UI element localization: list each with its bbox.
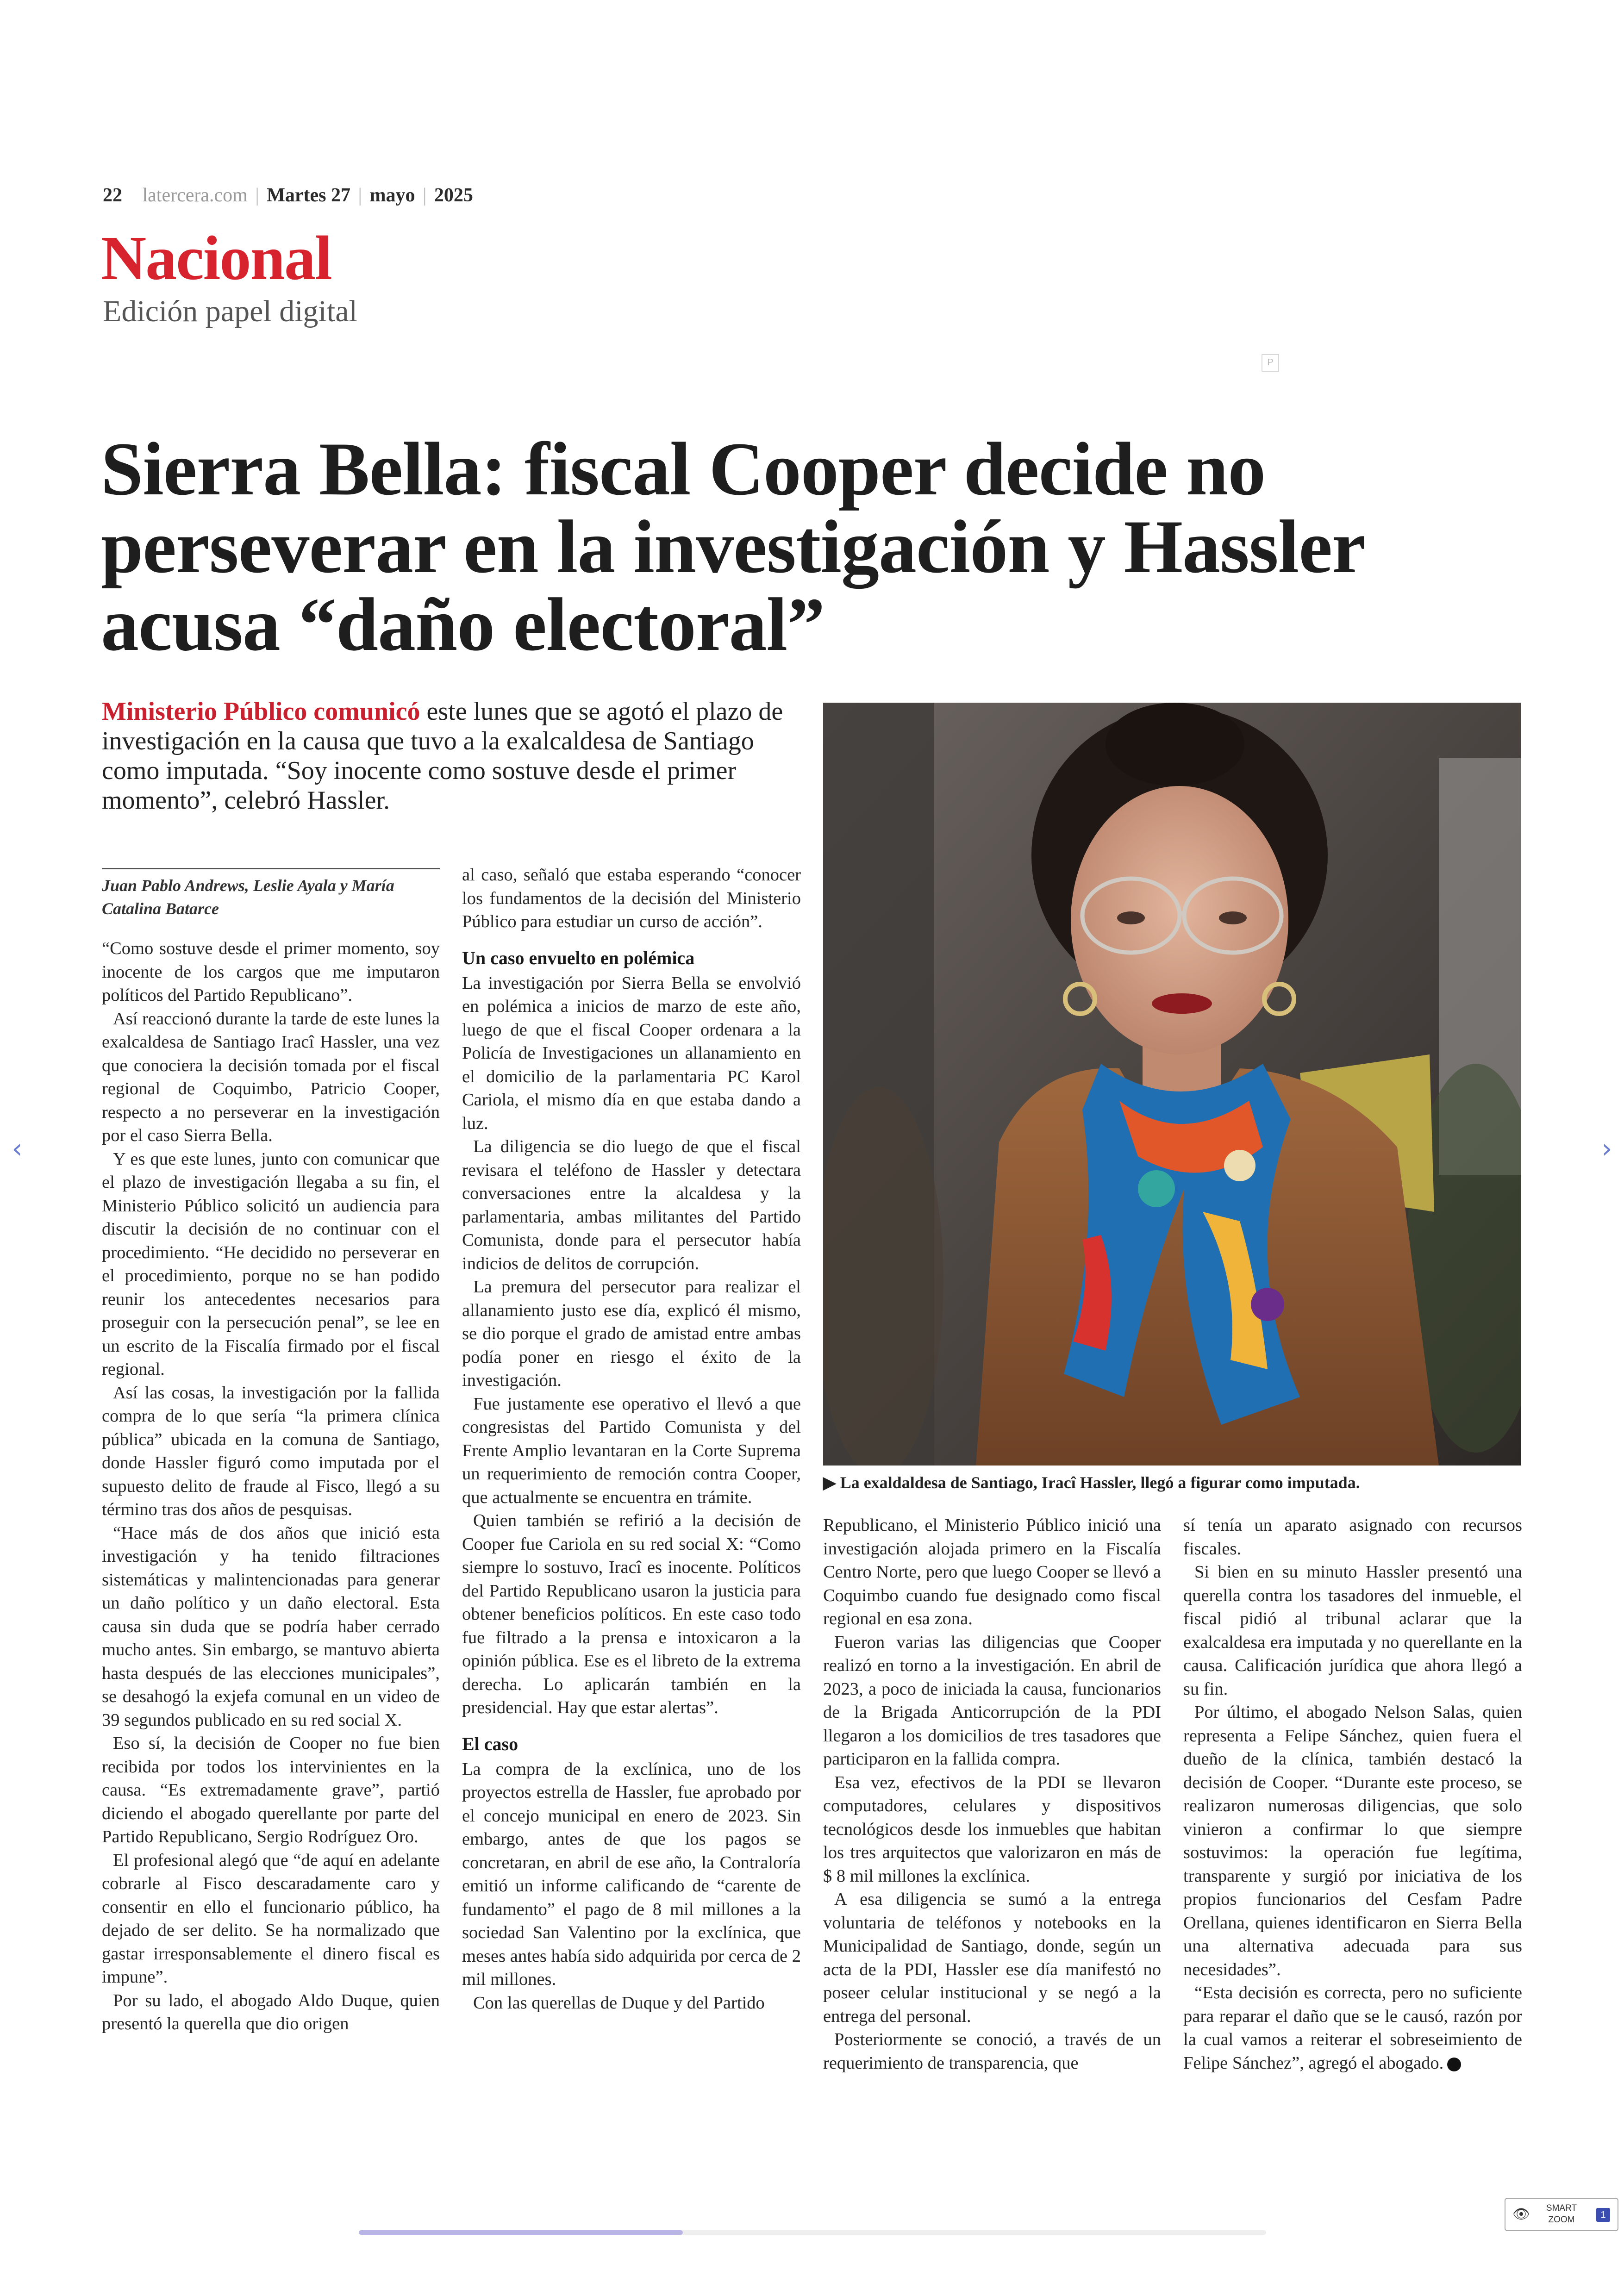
paragraph: “Hace más de dos años que inició esta investigación y ha tenido filtraciones sistemáticas y malintencionadas para generar un daño político y un daño electoral. Esta causa sin duda que se podría haber cerrado mucho antes. Sin embargo, se mantuvo abierta hasta después de las elecciones municipales”, se desahogó la exjefa comunal en un video de 39 segundos publicado en su red social X. <box>102 1523 440 1730</box>
paragraph: La diligencia se dio luego de que el fiscal revisara el teléfono de Hassler y detectara conversaciones entre la alcaldesa y la parlamentaria, ambas militantes del Partido Comunista, donde para el persecutor había indicios de delitos de corrupción. <box>462 1137 801 1273</box>
smart-zoom-label-line1: SMART <box>1546 2203 1577 2213</box>
paragraph: Fue justamente ese operativo el llevó a que congresistas del Partido Comunista y del Frente Amplio levantaran en la Corte Suprema un requerimiento de remoción contra Cooper, que actualmente se encuentra en trámite. <box>462 1394 801 1507</box>
paragraph: A esa diligencia se sumó a la entrega voluntaria de teléfonos y notebooks en la Municipalidad de Santiago, donde, según un acta de la PDI, Hassler ese día manifestó no poseer celular institucional y se negó a la entrega del personal. <box>823 1890 1161 2026</box>
paragraph: La compra de la exclínica, uno de los proyectos estrella de Hassler, fue aprobado por el concejo municipal en enero de 2023. Sin embargo, antes de que los pagos se concretaran, en abril de ese año, la Contraloría emitió un informe calificando de “carente de fundamento” el pago de 8 mil millones a la sociedad San Valentino por la exclínica, que meses antes había sido adquirida por cerca de 2 mil millones. <box>462 1759 801 1989</box>
paragraph: Por su lado, el abogado Aldo Duque, quien presentó la querella que dio origen <box>102 1990 440 2033</box>
page-number: 22 <box>103 185 122 206</box>
lede-lead: Ministerio Público comunicó <box>102 697 420 726</box>
byline: Juan Pablo Andrews, Leslie Ayala y María Catalina Batarce <box>102 868 440 920</box>
folio-month: mayo <box>369 185 415 206</box>
photo-caption-text: La exaldaldesa de Santiago, Iracî Hassler, llegó a figurar como imputada. <box>840 1473 1360 1492</box>
paragraph: Y es que este lunes, junto con comunicar que el plazo de investigación llegaba a su fin, el Ministerio Público solicitó un audiencia para discutir la decisión de no continuar con el procedimiento. “He decidido no perseverar en el procedimiento, porque no se han podido reunir los antecedentes necesarios para proseguir con la persecución penal”, se lee en un escrito de la Fiscalía firmado por el fiscal regional. <box>102 1149 440 1379</box>
folio-line: 22 latercera.com | Martes 27 | mayo | 2025 <box>103 185 473 206</box>
folio-year: 2025 <box>434 185 473 206</box>
page-scrollbar-thumb[interactable] <box>359 2230 683 2235</box>
edition-label: Edición papel digital <box>103 294 357 328</box>
lede-text: este lunes que se agotó el plazo de investigación en la causa que tuvo a la exalcaldesa de Santiago como imputada. “Soy inocente como sostuve desde el primer momento”, celebró Hassler. <box>102 697 783 815</box>
folio-date: Martes 27 <box>267 185 351 206</box>
article-column-1 <box>102 868 440 2036</box>
smart-zoom-label <box>1541 2202 1582 2226</box>
paragraph: Con las querellas de Duque y del Partido <box>473 1993 765 2013</box>
eye-icon: 👁 <box>1512 2206 1530 2222</box>
chevron-left-icon: ‹ <box>12 1133 23 1164</box>
paragraph-last-text: “Esta decisión es correcta, pero no suficiente para reparar el daño que se le causó, razón por la cual vamos a reiterar el sobreseimiento de Felipe Sánchez”, agregó el abogado. <box>1183 1983 1522 2073</box>
paragraph: “Como sostuve desde el primer momento, soy inocente de los cargos que me imputaron políticos del Partido Republicano”. <box>102 939 440 1005</box>
paragraph-last <box>1183 1981 1522 2075</box>
article-photo <box>823 703 1521 1466</box>
paragraph: Así reaccionó durante la tarde de este lunes la exalcaldesa de Santiago Iracî Hassler, una vez que conociera la decisión tomada por el fiscal regional de Coquimbo, Patricio Cooper, respecto a no perseverar en la investigación por el caso Sierra Bella. <box>102 1009 440 1145</box>
paragraph: Esa vez, efectivos de la PDI se llevaron computadores, celulares y dispositivos tecnológicos desde los inmuebles que habitan los tres arquitectos que valorizaron en más de $ 8 mil millones la exclínica. <box>823 1772 1161 1886</box>
previous-page-button[interactable] <box>6 1132 29 1165</box>
paragraph: La investigación por Sierra Bella se envolvió en polémica a inicios de marzo de este año, luego de que el fiscal Cooper ordenara a la Policía de Investigaciones un allanamiento en el domicilio de la parlamentaria PC Karol Cariola, el mismo día en que estaba dando a luz. <box>462 973 801 1133</box>
smart-zoom-label-line2: ZOOM <box>1548 2215 1575 2225</box>
section-title: Nacional <box>101 224 331 293</box>
paragraph: Así las cosas, la investigación por la fallida compra de lo que sería “la primera clínica pública” ubicada en la comuna de Santiago, donde Hassler figuró como imputada por el supuesto delito de fraude al Fisco, llegó a su término tras dos años de pesquisas. <box>102 1383 440 1519</box>
lede <box>102 697 815 815</box>
paragraph: Si bien en su minuto Hassler presentó una querella contra los tasadores del inmueble, el fiscal pidió al tribunal aclarar que la exalcaldesa era imputada y no querellante en la causa. Calificación jurídica que ahora llegó a su fin. <box>1183 1562 1522 1699</box>
paragraph: Eso sí, la decisión de Cooper no fue bien recibida por todos los intervinientes en la causa. “Es extremadamente grave”, partió diciendo el abogado querellante por parte del Partido Republicano, Sergio Rodríguez Oro. <box>102 1734 440 1846</box>
site-name: latercera.com <box>142 185 248 206</box>
subhead-el-caso: El caso <box>462 1733 518 1754</box>
headline: Sierra Bella: fiscal Cooper decide no perseverar en la investigación y Hassler acusa “daño electoral” <box>101 427 1364 667</box>
subhead-polemica: Un caso envuelto en polémica <box>462 947 695 968</box>
paragraph: Por último, el abogado Nelson Salas, quien representa a Felipe Sánchez, quien fuera el dueño de la clínica, también destacó la decisión de Cooper. “Durante este proceso, se realizaron numerosas diligencias, que solo vinieron a confirmar lo que siempre sostuvimos: la operación fue legítima, transparente y surgió por iniciativa de los propios funcionarios del Cesfam Padre Orellana, quienes identificaron en Sierra Bella una alternativa adecuada para sus necesidades”. <box>1183 1703 1522 1979</box>
corner-mark: P <box>1262 354 1279 372</box>
next-page-button[interactable] <box>1595 1132 1618 1165</box>
chevron-right-icon: › <box>1601 1133 1612 1164</box>
paragraph: al caso, señaló que estaba esperando “conocer los fundamentos de la decisión del Ministerio Público para estudiar un curso de acción”. <box>462 865 801 931</box>
paragraph: La premura del persecutor para realizar el allanamiento justo ese día, explicó él mismo, se dio porque el grado de amistad entre ambas podía poner en riesgo el éxito de la investigación. <box>462 1277 801 1390</box>
article-column-3 <box>823 1514 1161 2075</box>
portrait-illustration <box>823 703 1521 1466</box>
photo-caption: ▶ La exaldaldesa de Santiago, Iracî Hassler, llegó a figurar como imputada. <box>823 1473 1360 1492</box>
smart-zoom-control[interactable] <box>1505 2198 1618 2231</box>
paragraph: Fueron varias las diligencias que Cooper realizó en torno a la investigación. En abril de 2023, a poco de iniciada la causa, funcionarios de la Brigada Anticorrupción de la PDI llegaron a los domicilios de tres tasadores que participaron en la fallida compra. <box>823 1632 1161 1769</box>
paragraph: sí tenía un aparato asignado con recursos fiscales. <box>1183 1515 1522 1559</box>
article-column-2 <box>462 863 801 2014</box>
paragraph: Quien también se refirió a la decisión de Cooper fue Cariola en su red social X: “Como siempre lo sostuvo, Iracî es inocente. Políticos del Partido Republicano usaron la justicia para obtener beneficios políticos. En este caso todo fue filtrado a la prensa e intoxicaron a la opinión pública. Ese es el libreto de la extrema derecha. Lo aplicarán también en la presidencial. Hay que estar alertas”. <box>462 1511 801 1717</box>
paragraph: Republicano, el Ministerio Público inició una investigación alojada primero en la Fiscalía Centro Norte, pero que luego Cooper se llevó a Coquimbo cuando fue designado como fiscal regional en esa zona. <box>823 1515 1161 1628</box>
paragraph: El profesional alegó que “de aquí en adelante cobrarle al Fisco descaradamente caro y consentir en ello el funcionario público, ha dejado de ser delito. Se ha normalizado que gastar irresponsablemente el dinero fiscal es impune”. <box>102 1850 440 1987</box>
end-mark <box>1447 2058 1461 2071</box>
article-column-4 <box>1183 1514 1522 2075</box>
paragraph: Posteriormente se conoció, a través de un requerimiento de transparencia, que <box>823 2030 1161 2073</box>
zoom-level-badge: 1 <box>1596 2208 1610 2222</box>
